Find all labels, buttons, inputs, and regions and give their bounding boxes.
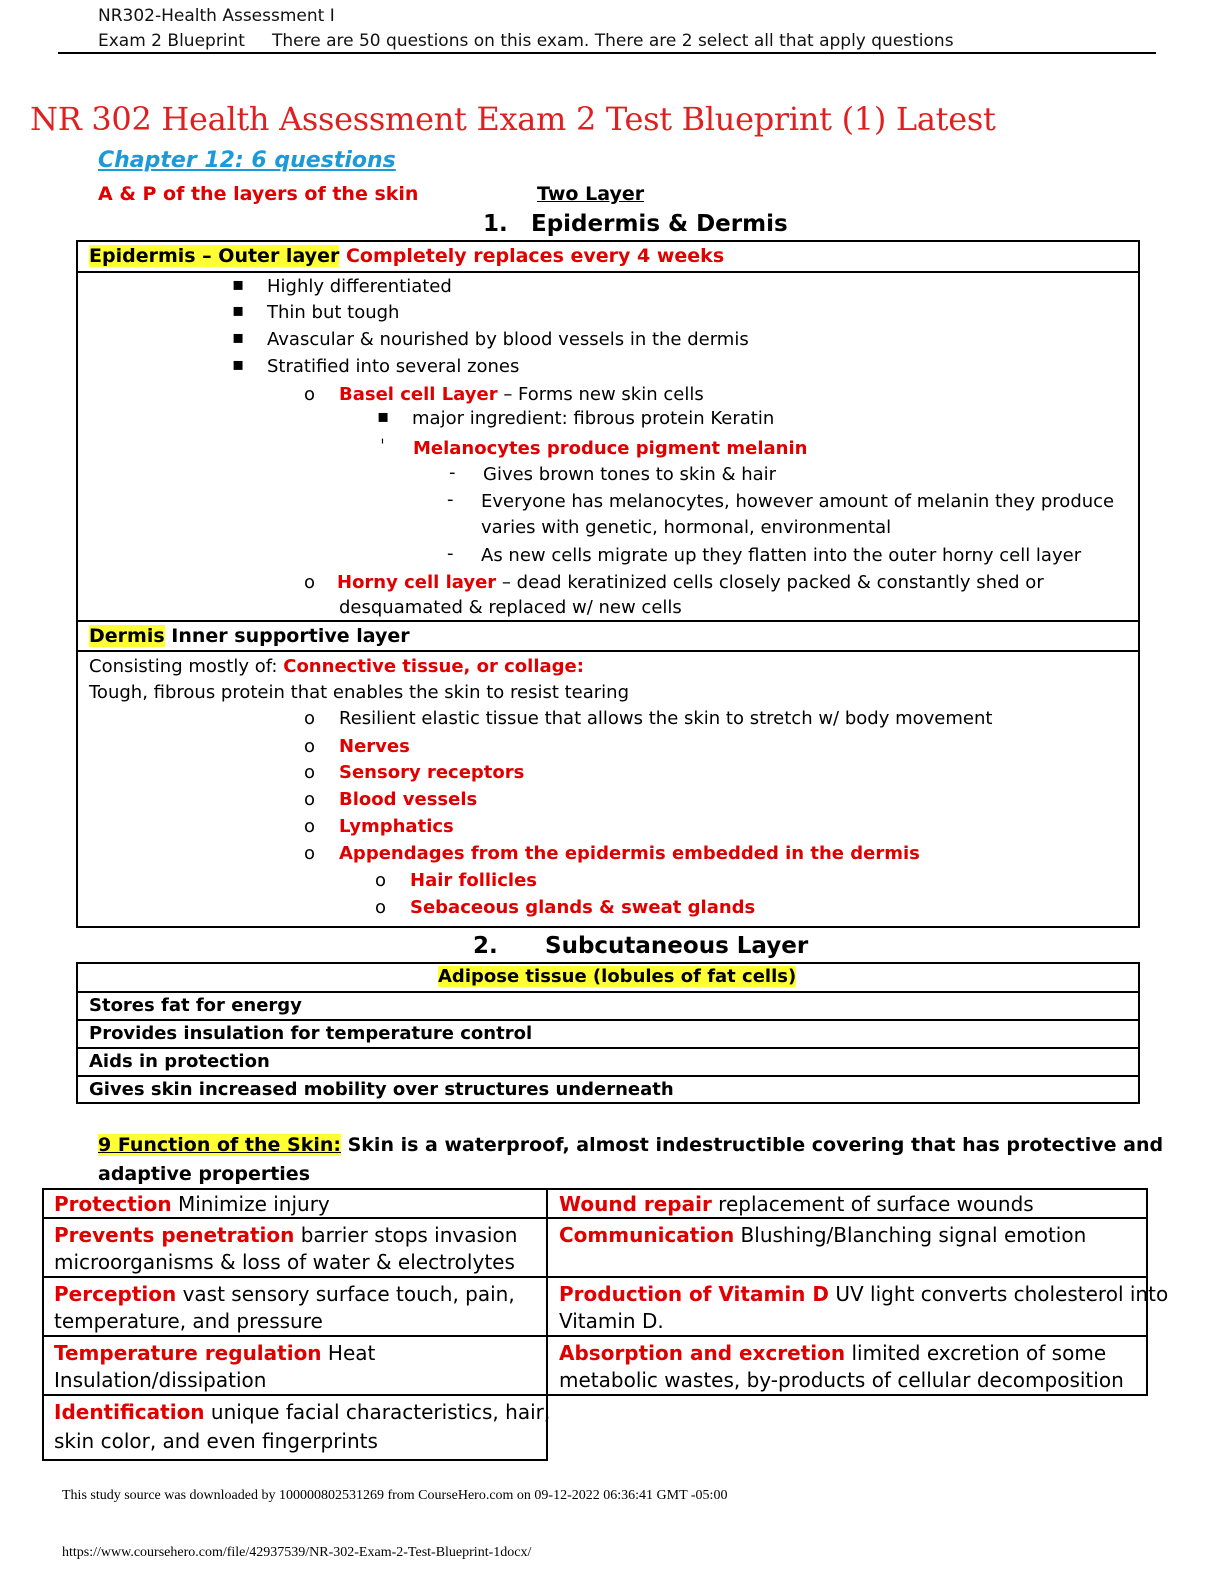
function-desc-cont: Vitamin D. <box>559 1309 664 1333</box>
melanin-note: Gives brown tones to skin & hair <box>483 464 777 485</box>
function-name: Production of Vitamin D <box>559 1282 829 1306</box>
function-cell <box>559 1192 1034 1216</box>
circle-bullet-icon: o <box>304 708 316 729</box>
download-notice: This study source was downloaded by 100000802531269 from CourseHero.com on 09-12-2022 06:36:41 GMT -05:00 <box>62 1488 728 1503</box>
subq-row: Gives skin increased mobility over structures underneath <box>89 1079 674 1100</box>
bullet-icon: ▪ <box>232 327 245 348</box>
divider <box>76 271 1140 273</box>
basel-layer-desc: – Forms new skin cells <box>503 384 704 405</box>
divider <box>76 1047 1140 1049</box>
melanin-note: Everyone has melanocytes, however amount of melanin they produce <box>481 491 1115 512</box>
ap-label: A & P of the layers of the skin <box>98 183 419 205</box>
function-name: Absorption and excretion <box>559 1341 846 1365</box>
divider <box>76 1019 1140 1021</box>
dermis-heading-highlight: Dermis <box>89 625 165 647</box>
divider <box>42 1394 1148 1396</box>
divider <box>42 1276 1148 1278</box>
dermis-item: Nerves <box>339 736 410 757</box>
function-desc-cont: Insulation/dissipation <box>54 1368 267 1392</box>
dermis-heading <box>89 625 410 647</box>
function-desc: barrier stops invasion <box>294 1223 518 1247</box>
divider <box>76 650 1140 652</box>
circle-bullet-icon: o <box>304 789 316 810</box>
dermis-tough: Tough, fibrous protein that enables the skin to resist tearing <box>89 682 630 703</box>
dermis-resilient: Resilient elastic tissue that allows the skin to stretch w/ body movement <box>339 708 993 729</box>
page-title: NR 302 Health Assessment Exam 2 Test Blueprint (1) Latest <box>30 100 996 138</box>
functions-label: 9 Function of the Skin: <box>98 1134 341 1156</box>
dermis-consist-line <box>89 656 584 677</box>
epidermis-bullet: Avascular & nourished by blood vessels in the dermis <box>267 329 749 350</box>
function-cell <box>559 1341 1106 1365</box>
function-desc: limited excretion of some <box>845 1341 1107 1365</box>
horny-layer-name: Horny cell layer <box>337 572 497 593</box>
basel-layer-name: Basel cell Layer <box>339 384 498 405</box>
divider <box>76 1075 1140 1077</box>
dash-icon: - <box>449 462 456 483</box>
function-desc: replacement of surface wounds <box>711 1192 1034 1216</box>
circle-bullet-icon: o <box>375 870 387 891</box>
dermis-item: Appendages from the epidermis embedded in the dermis <box>339 843 920 864</box>
divider <box>42 1335 1148 1337</box>
header-rule <box>58 52 1156 54</box>
function-desc: vast sensory surface touch, pain, <box>176 1282 515 1306</box>
subq-row: Aids in protection <box>89 1051 270 1072</box>
dermis-sub-item: Sebaceous glands & sweat glands <box>410 897 756 918</box>
dermis-connective: Connective tissue, or collage: <box>283 656 584 677</box>
circle-bullet-icon: o <box>375 897 387 918</box>
epidermis-heading <box>89 245 724 267</box>
function-cell <box>559 1223 1086 1247</box>
subq-row: Provides insulation for temperature control <box>89 1023 533 1044</box>
function-cell <box>54 1192 330 1216</box>
epidermis-bullet: Highly differentiated <box>267 276 452 297</box>
dermis-sub-item: Hair follicles <box>410 870 537 891</box>
divider <box>76 991 1140 993</box>
horny-layer-desc: – dead keratinized cells closely packed & constantly shed or <box>501 572 1044 593</box>
function-name: Wound repair <box>559 1192 712 1216</box>
two-layer-label: Two Layer <box>537 183 645 205</box>
circle-bullet-icon: o <box>304 736 316 757</box>
bullet-icon: ▪ <box>232 274 245 295</box>
circle-bullet-icon: o <box>304 384 316 405</box>
dermis-heading-desc: Inner supportive layer <box>171 625 410 647</box>
function-desc: unique facial characteristics, hair, <box>204 1400 551 1424</box>
horny-layer-desc-cont: desquamated & replaced w/ new cells <box>339 597 682 618</box>
melanin-note: As new cells migrate up they flatten into the outer horny cell layer <box>481 545 1082 566</box>
epidermis-bullet: Stratified into several zones <box>267 356 520 377</box>
dermis-item: Sensory receptors <box>339 762 525 783</box>
circle-bullet-icon: o <box>304 572 316 593</box>
bullet-icon: ˈ <box>380 436 385 457</box>
divider <box>42 1217 1148 1219</box>
function-desc-cont: temperature, and pressure <box>54 1309 323 1333</box>
subq-row: Stores fat for energy <box>89 995 302 1016</box>
function-cell <box>54 1223 517 1247</box>
functions-desc: Skin is a waterproof, almost indestructible covering that has protective and <box>347 1134 1164 1156</box>
function-cell <box>54 1341 375 1365</box>
function-name: Communication <box>559 1223 735 1247</box>
circle-bullet-icon: o <box>304 762 316 783</box>
header-exam: Exam 2 Blueprint <box>98 31 245 51</box>
dash-icon: - <box>447 489 454 510</box>
function-desc: UV light converts cholesterol into <box>828 1282 1169 1306</box>
epidermis-heading-note: Completely replaces every 4 weeks <box>345 245 725 267</box>
bullet-icon: ▪ <box>232 354 245 375</box>
header-course: NR302-Health Assessment I <box>98 6 335 26</box>
bullet-icon: ▪ <box>232 300 245 321</box>
header-exam-info: There are 50 questions on this exam. There are 2 select all that apply questions <box>272 31 954 51</box>
divider <box>42 1459 548 1461</box>
divider <box>42 1188 1148 1190</box>
function-name: Identification <box>54 1400 205 1424</box>
source-url[interactable]: https://www.coursehero.com/file/42937539/NR-302-Exam-2-Test-Blueprint-1docx/ <box>62 1545 532 1560</box>
function-name: Temperature regulation <box>54 1341 322 1365</box>
functions-desc-cont: adaptive properties <box>98 1163 310 1185</box>
keratin-line: major ingredient: fibrous protein Keratin <box>412 408 775 429</box>
functions-intro <box>98 1134 1163 1156</box>
epidermis-heading-highlight: Epidermis – Outer layer <box>89 245 340 267</box>
function-desc: Blushing/Blanching signal emotion <box>734 1223 1087 1247</box>
function-name: Perception <box>54 1282 177 1306</box>
function-desc-cont: metabolic wastes, by-products of cellular decomposition <box>559 1368 1124 1392</box>
function-cell <box>559 1282 1168 1306</box>
function-desc: Heat <box>321 1341 376 1365</box>
function-desc-cont: skin color, and even fingerprints <box>54 1429 378 1453</box>
melanin-note-cont: varies with genetic, hormonal, environmental <box>481 517 892 538</box>
section2-number: 2. <box>473 933 498 959</box>
divider <box>42 1188 44 1461</box>
function-name: Prevents penetration <box>54 1223 295 1247</box>
basel-layer-line <box>339 384 704 405</box>
function-desc-cont: microorganisms & loss of water & electrolytes <box>54 1250 515 1274</box>
bullet-icon: ▪ <box>377 406 390 427</box>
horny-layer-line <box>337 572 1044 593</box>
chapter-heading: Chapter 12: 6 questions <box>98 148 396 173</box>
dash-icon: - <box>447 543 454 564</box>
epidermis-bullet: Thin but tough <box>267 302 400 323</box>
section1-number: 1. <box>483 211 508 237</box>
dermis-consist: Consisting mostly of: <box>89 656 278 677</box>
function-cell <box>54 1282 515 1306</box>
circle-bullet-icon: o <box>304 843 316 864</box>
function-cell <box>54 1400 550 1424</box>
section1-title: Epidermis & Dermis <box>531 211 788 237</box>
dermis-item: Lymphatics <box>339 816 454 837</box>
dermis-item: Blood vessels <box>339 789 478 810</box>
function-name: Protection <box>54 1192 172 1216</box>
section2-title: Subcutaneous Layer <box>545 933 809 959</box>
divider <box>76 620 1140 622</box>
adipose-heading: Adipose tissue (lobules of fat cells) <box>438 966 797 987</box>
function-desc: Minimize injury <box>171 1192 330 1216</box>
circle-bullet-icon: o <box>304 816 316 837</box>
melanocytes-line: Melanocytes produce pigment melanin <box>413 438 808 459</box>
